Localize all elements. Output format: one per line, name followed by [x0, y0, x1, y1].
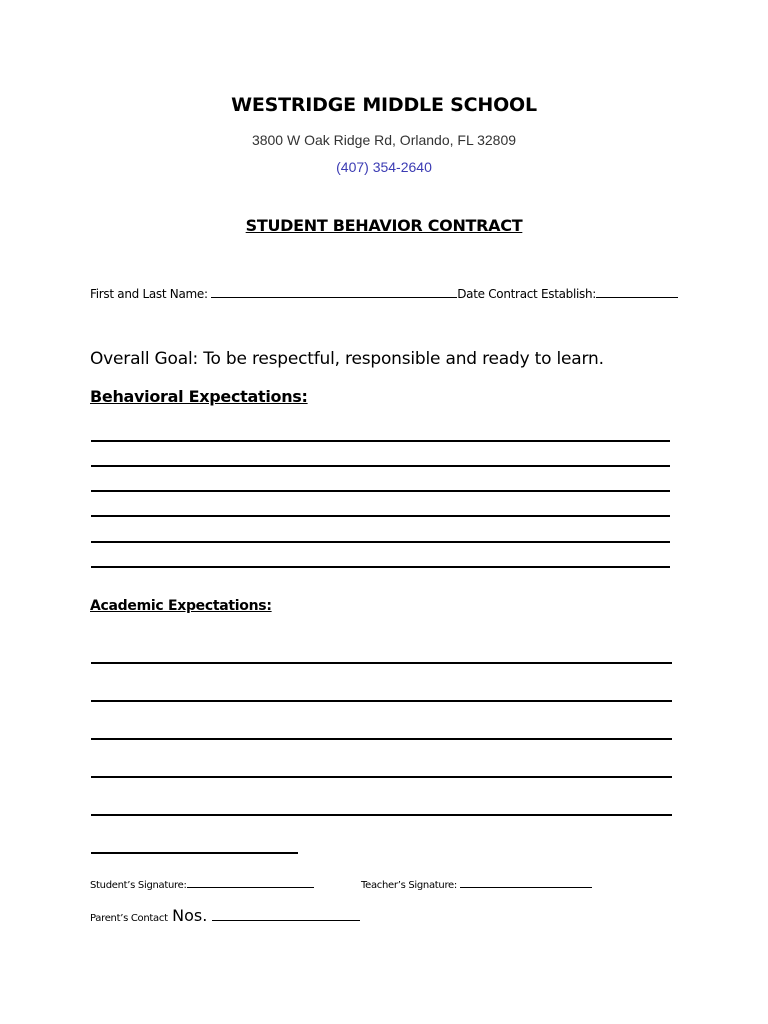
school-phone: (407) 354-2640: [336, 159, 432, 175]
document-title: STUDENT BEHAVIOR CONTRACT: [245, 216, 523, 235]
parent-contact-label: Parent’s Contact: [90, 913, 168, 924]
behavioral-line-2[interactable]: [91, 465, 670, 467]
teacher-signature-blank[interactable]: [460, 878, 592, 888]
parent-contact-blank[interactable]: [212, 908, 360, 921]
behavioral-line-1[interactable]: [91, 440, 670, 442]
parent-contact-nos: Nos.: [172, 906, 208, 925]
behavioral-heading: Behavioral Expectations:: [90, 387, 308, 406]
date-label: Date Contract Establish:: [457, 287, 597, 301]
academic-line-1[interactable]: [91, 662, 672, 664]
teacher-signature-label: Teacher’s Signature:: [361, 880, 457, 891]
academic-heading: Academic Expectations:: [90, 598, 272, 614]
date-blank[interactable]: [596, 286, 678, 298]
behavioral-line-4[interactable]: [91, 515, 670, 517]
name-label: First and Last Name:: [90, 287, 208, 301]
academic-line-5[interactable]: [91, 814, 672, 816]
academic-line-6[interactable]: [91, 852, 298, 854]
student-signature-row: [90, 878, 314, 891]
academic-line-2[interactable]: [91, 700, 672, 702]
student-signature-label: Student’s Signature:: [90, 880, 187, 891]
name-blank[interactable]: [211, 286, 457, 298]
student-signature-blank[interactable]: [187, 878, 314, 888]
teacher-signature-row: [361, 878, 592, 891]
behavioral-line-6[interactable]: [91, 566, 670, 568]
behavioral-line-3[interactable]: [91, 490, 670, 492]
parent-contact-row: [90, 906, 360, 926]
academic-line-3[interactable]: [91, 738, 672, 740]
behavioral-line-5[interactable]: [91, 541, 670, 543]
overall-goal: Overall Goal: To be respectful, responsible and ready to learn.: [90, 349, 604, 369]
school-address: 3800 W Oak Ridge Rd, Orlando, FL 32809: [251, 132, 517, 148]
school-name: WESTRIDGE MIDDLE SCHOOL: [231, 94, 537, 116]
name-date-row: [90, 286, 678, 301]
academic-line-4[interactable]: [91, 776, 672, 778]
